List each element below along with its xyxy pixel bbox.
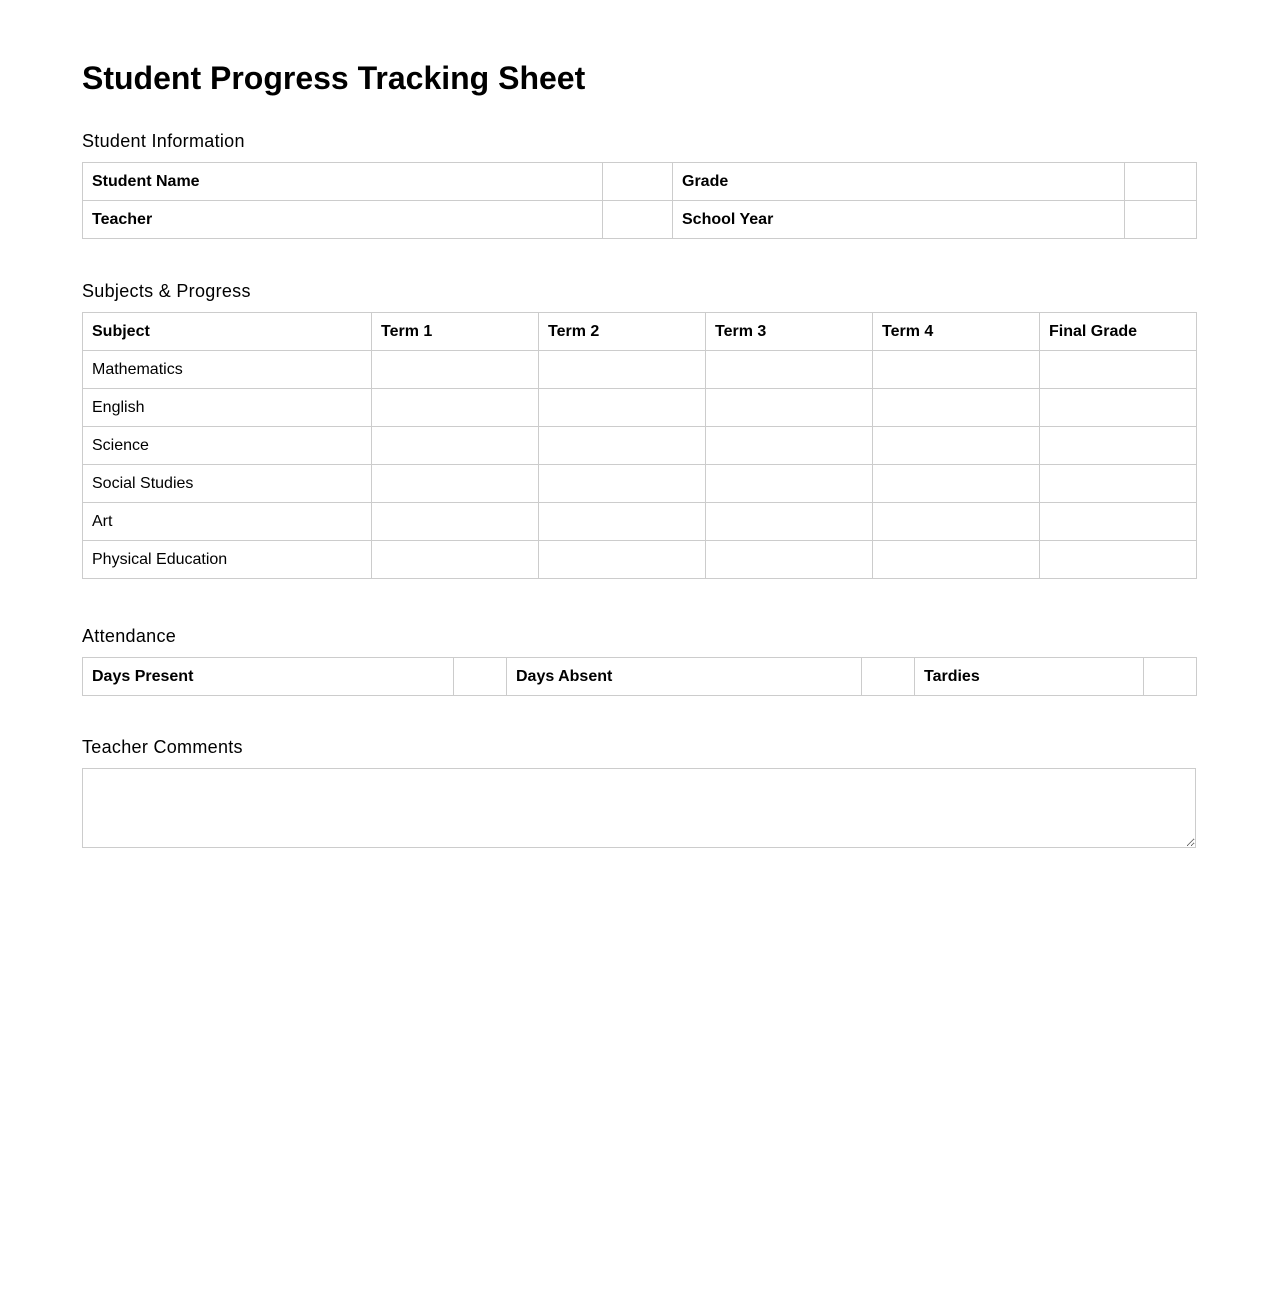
column-header-term-3: Term 3 — [706, 313, 873, 351]
final-grade-input[interactable] — [1040, 465, 1196, 502]
term-2-cell[interactable] — [539, 503, 706, 541]
term-2-cell[interactable] — [539, 465, 706, 503]
teacher-comments-textarea[interactable] — [82, 768, 1196, 848]
term-2-input[interactable] — [539, 503, 705, 540]
grade-label: Grade — [673, 163, 1125, 201]
section-heading-attendance: Attendance — [82, 626, 177, 646]
table-row — [83, 658, 1197, 696]
subject-name: English — [83, 389, 372, 427]
term-2-cell[interactable] — [539, 541, 706, 579]
term-1-cell[interactable] — [372, 351, 539, 389]
term-1-input[interactable] — [372, 503, 538, 540]
term-4-input[interactable] — [873, 427, 1039, 464]
term-4-input[interactable] — [873, 389, 1039, 426]
term-2-input[interactable] — [539, 351, 705, 388]
term-2-cell[interactable] — [539, 389, 706, 427]
table-row — [83, 389, 1197, 427]
term-4-cell[interactable] — [873, 503, 1040, 541]
term-2-input[interactable] — [539, 465, 705, 502]
student-name-label: Student Name — [83, 163, 603, 201]
term-3-input[interactable] — [706, 503, 872, 540]
final-grade-input[interactable] — [1040, 351, 1196, 388]
subject-name: Physical Education — [83, 541, 372, 579]
term-3-input[interactable] — [706, 541, 872, 578]
school-year-input[interactable] — [1125, 201, 1196, 238]
student-name-input[interactable] — [603, 163, 672, 200]
student-name-cell[interactable] — [603, 163, 673, 201]
grade-cell[interactable] — [1125, 163, 1197, 201]
final-grade-cell[interactable] — [1040, 427, 1197, 465]
term-1-cell[interactable] — [372, 427, 539, 465]
term-2-cell[interactable] — [539, 427, 706, 465]
school-year-label: School Year — [673, 201, 1125, 239]
column-header-subject: Subject — [83, 313, 372, 351]
subject-name: Science — [83, 427, 372, 465]
final-grade-cell[interactable] — [1040, 541, 1197, 579]
table-row — [83, 427, 1197, 465]
term-1-input[interactable] — [372, 465, 538, 502]
term-3-input[interactable] — [706, 351, 872, 388]
term-3-cell[interactable] — [706, 389, 873, 427]
term-1-input[interactable] — [372, 351, 538, 388]
term-3-cell[interactable] — [706, 503, 873, 541]
table-row — [83, 201, 1197, 239]
term-4-cell[interactable] — [873, 465, 1040, 503]
term-2-input[interactable] — [539, 389, 705, 426]
term-4-cell[interactable] — [873, 389, 1040, 427]
table-row — [83, 541, 1197, 579]
teacher-label: Teacher — [83, 201, 603, 239]
term-4-input[interactable] — [873, 465, 1039, 502]
term-3-cell[interactable] — [706, 351, 873, 389]
final-grade-input[interactable] — [1040, 503, 1196, 540]
term-2-cell[interactable] — [539, 351, 706, 389]
days-absent-input[interactable] — [862, 658, 914, 695]
subjects-table — [82, 312, 1197, 579]
term-4-cell[interactable] — [873, 427, 1040, 465]
term-1-cell[interactable] — [372, 541, 539, 579]
term-3-cell[interactable] — [706, 541, 873, 579]
term-3-cell[interactable] — [706, 427, 873, 465]
term-2-input[interactable] — [539, 427, 705, 464]
term-1-cell[interactable] — [372, 389, 539, 427]
section-heading-subjects-progress: Subjects & Progress — [82, 281, 251, 301]
final-grade-cell[interactable] — [1040, 465, 1197, 503]
table-header-row — [83, 313, 1197, 351]
term-4-cell[interactable] — [873, 541, 1040, 579]
term-4-input[interactable] — [873, 503, 1039, 540]
final-grade-input[interactable] — [1040, 427, 1196, 464]
grade-input[interactable] — [1125, 163, 1196, 200]
final-grade-input[interactable] — [1040, 541, 1196, 578]
student-info-table — [82, 162, 1197, 239]
teacher-cell[interactable] — [603, 201, 673, 239]
subject-name: Mathematics — [83, 351, 372, 389]
subject-name: Social Studies — [83, 465, 372, 503]
term-3-input[interactable] — [706, 465, 872, 502]
term-1-cell[interactable] — [372, 503, 539, 541]
term-2-input[interactable] — [539, 541, 705, 578]
final-grade-input[interactable] — [1040, 389, 1196, 426]
term-1-cell[interactable] — [372, 465, 539, 503]
term-4-input[interactable] — [873, 351, 1039, 388]
days-present-input[interactable] — [454, 658, 506, 695]
days-absent-cell[interactable] — [862, 658, 915, 696]
table-row — [83, 465, 1197, 503]
table-row — [83, 503, 1197, 541]
term-1-input[interactable] — [372, 389, 538, 426]
column-header-term-4: Term 4 — [873, 313, 1040, 351]
tardies-cell[interactable] — [1144, 658, 1197, 696]
final-grade-cell[interactable] — [1040, 503, 1197, 541]
tardies-input[interactable] — [1144, 658, 1196, 695]
term-3-input[interactable] — [706, 427, 872, 464]
table-row — [83, 351, 1197, 389]
days-present-cell[interactable] — [454, 658, 507, 696]
term-4-input[interactable] — [873, 541, 1039, 578]
school-year-cell[interactable] — [1125, 201, 1197, 239]
days-absent-label: Days Absent — [507, 658, 862, 696]
section-heading-student-information: Student Information — [82, 131, 245, 151]
term-1-input[interactable] — [372, 541, 538, 578]
final-grade-cell[interactable] — [1040, 389, 1197, 427]
tardies-label: Tardies — [915, 658, 1144, 696]
days-present-label: Days Present — [83, 658, 454, 696]
column-header-final-grade: Final Grade — [1040, 313, 1197, 351]
page-title: Student Progress Tracking Sheet — [82, 60, 586, 96]
term-3-cell[interactable] — [706, 465, 873, 503]
term-4-cell[interactable] — [873, 351, 1040, 389]
table-row — [83, 163, 1197, 201]
section-heading-teacher-comments: Teacher Comments — [82, 737, 243, 757]
term-3-input[interactable] — [706, 389, 872, 426]
subject-name: Art — [83, 503, 372, 541]
teacher-input[interactable] — [603, 201, 672, 238]
final-grade-cell[interactable] — [1040, 351, 1197, 389]
column-header-term-2: Term 2 — [539, 313, 706, 351]
term-1-input[interactable] — [372, 427, 538, 464]
column-header-term-1: Term 1 — [372, 313, 539, 351]
attendance-table — [82, 657, 1197, 696]
